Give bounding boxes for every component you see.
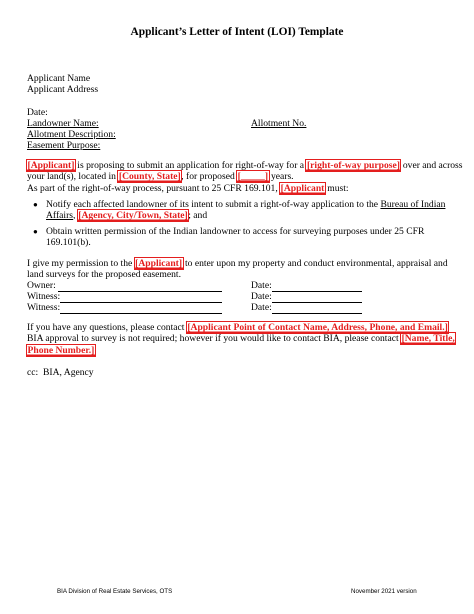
permission-text-3: land surveys for the proposed easement. <box>27 269 181 281</box>
owner-date-line[interactable] <box>272 283 362 292</box>
bullet-item-notify <box>46 199 456 222</box>
bullet-1-sep: , <box>73 210 78 222</box>
bullet-2-text-1: Obtain written permission of the Indian landowner to access for surveying purposes under 25 CFR <box>46 226 425 237</box>
bullet-dot-2: ● <box>33 227 38 236</box>
page-title: Applicant’s Letter of Intent (LOI) Template <box>130 26 344 38</box>
witness1-signature-line[interactable] <box>60 294 222 303</box>
witness1-date-label: Date: <box>251 291 272 302</box>
permission-paragraph <box>27 258 452 281</box>
landowner-name-label: Landowner Name: <box>27 118 99 129</box>
intro-paragraph <box>27 160 463 194</box>
witness2-date-line[interactable] <box>272 305 362 314</box>
intro-text-5: years. <box>268 171 294 183</box>
years-placeholder: [_____] <box>237 171 269 183</box>
bullet-1-affairs: Affairs <box>46 210 73 222</box>
witness1-date-line[interactable] <box>272 294 362 303</box>
bullet-1-bia: Bureau of Indian <box>380 199 446 210</box>
footer-right: November 2021 version <box>351 588 417 595</box>
witness1-label: Witness: <box>27 291 61 302</box>
contact-text-2: BIA approval to survey is not required; however if you would like to contact BIA, please contact <box>27 333 402 345</box>
bullet-1-text-1: Notify each affected landowner of its intent to submit a right-of-way application to the <box>46 199 381 210</box>
owner-label: Owner: <box>27 280 56 291</box>
witness2-date-label: Date: <box>251 302 272 313</box>
footer-left: BIA Division of Real Estate Services, OTS <box>57 588 173 595</box>
intro-text-1: is proposing to submit an application for right-of-way for a <box>74 160 307 171</box>
applicant-address: Applicant Address <box>27 84 99 95</box>
intro-text-2: over and across <box>400 160 463 171</box>
bullet-item-obtain <box>46 226 456 249</box>
intro-text-7: must: <box>324 182 349 194</box>
applicant-placeholder-2: [Applicant <box>280 182 325 194</box>
contact-text-1: If you have any questions, please contact <box>27 322 187 333</box>
name-title-placeholder-2: Phone Number.] <box>27 344 95 356</box>
date-label: Date: <box>27 107 48 118</box>
easement-purpose-label: Easement Purpose: <box>27 140 101 151</box>
cc-line: cc: BIA, Agency <box>27 367 94 378</box>
applicant-name: Applicant Name <box>27 73 91 84</box>
permission-text-2: to enter upon my property and conduct environmental, appraisal and <box>182 258 448 269</box>
intro-text-3: your land(s), located in <box>27 171 119 183</box>
contact-paragraph <box>27 322 457 356</box>
permission-text-1: I give my permission to the <box>27 258 135 269</box>
owner-signature-line[interactable] <box>58 283 222 292</box>
intro-text-4: , for proposed <box>181 171 238 183</box>
agency-placeholder: [Agency, City/Town, State] <box>78 210 188 222</box>
poc-placeholder: [Applicant Point of Contact Name, Address, Phone, and Email.] <box>187 322 448 333</box>
name-title-placeholder-1: [Name, Title, <box>401 333 455 345</box>
applicant-placeholder-3: [Applicant] <box>135 258 183 269</box>
witness2-label: Witness: <box>27 302 61 313</box>
intro-text-6: As part of the right-of-way process, pursuant to 25 CFR 169.101, <box>27 182 281 194</box>
row-purpose-placeholder: [right-of-way purpose] <box>306 160 400 171</box>
bullet-2-text-2: 169.101(b). <box>46 237 91 249</box>
bullet-dot-1: ● <box>33 200 38 209</box>
county-state-placeholder: [County, State] <box>118 171 181 183</box>
owner-signature-row <box>27 280 56 291</box>
allotment-description-label: Allotment Description: <box>27 129 116 140</box>
allotment-no-label: Allotment No. <box>251 118 307 129</box>
applicant-placeholder: [Applicant] <box>27 160 75 171</box>
bullet-1-end: ; and <box>188 210 208 222</box>
witness2-signature-line[interactable] <box>60 305 222 314</box>
owner-date-label: Date: <box>251 280 272 291</box>
